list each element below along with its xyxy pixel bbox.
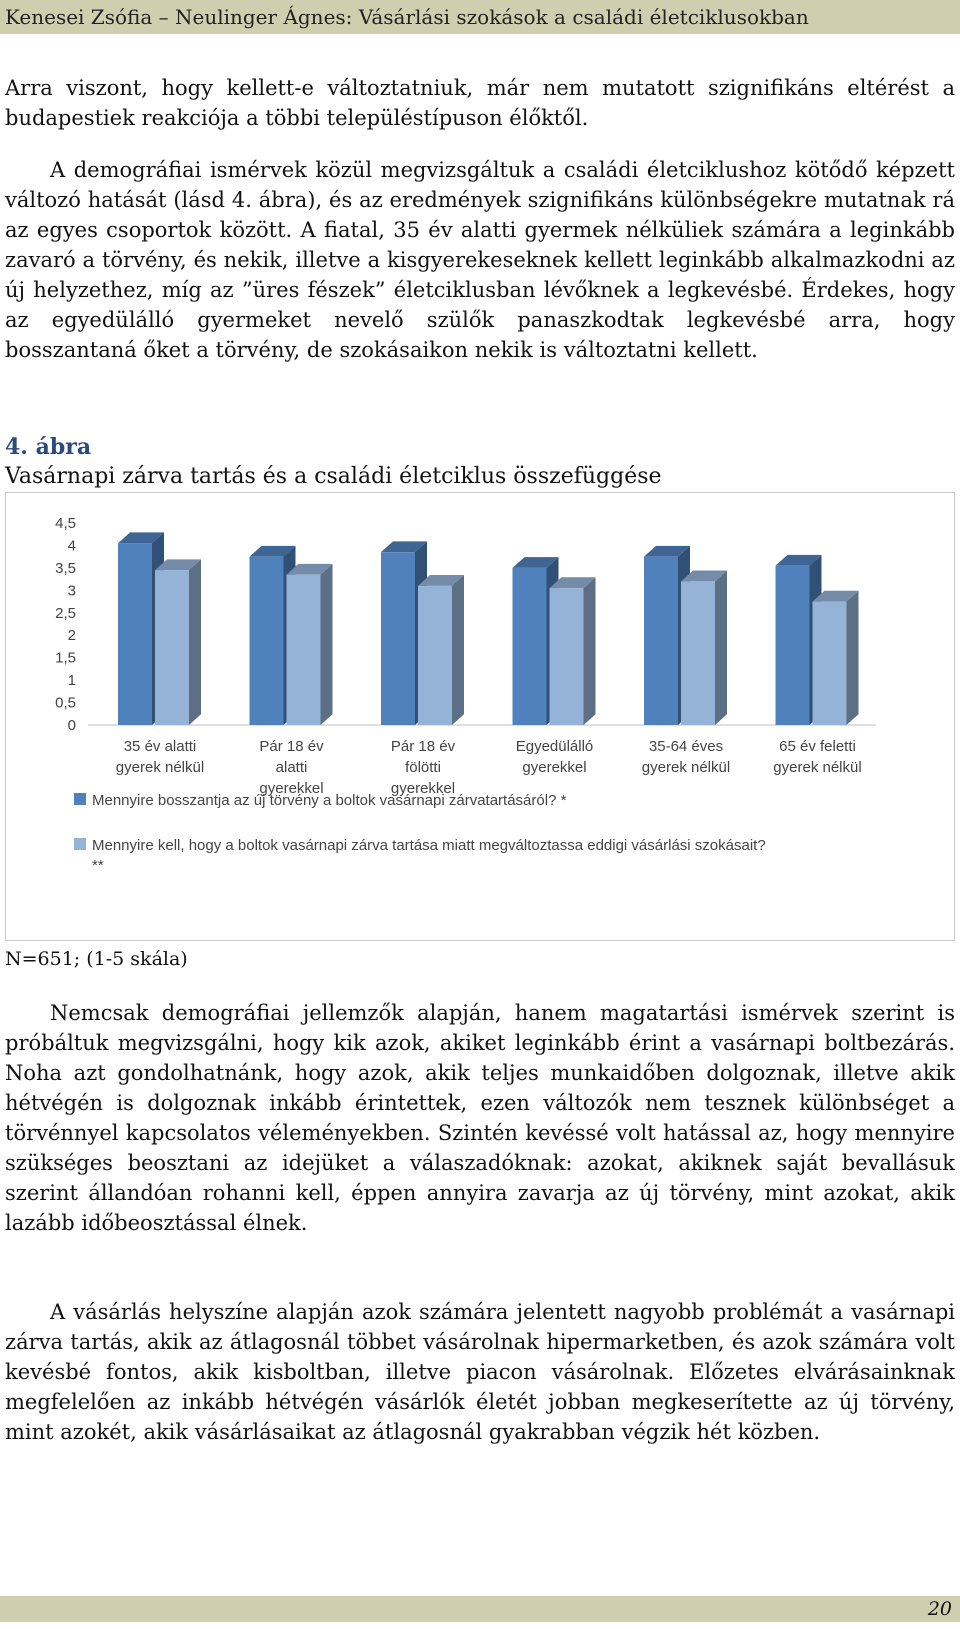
bar-bosszantja xyxy=(513,568,547,725)
running-header xyxy=(0,0,960,34)
y-tick-label: 1 xyxy=(67,672,76,690)
legend-swatch xyxy=(74,793,86,805)
y-tick-label: 4,5 xyxy=(55,515,76,532)
bar-valtoztatni xyxy=(155,570,189,725)
y-tick-label: 3 xyxy=(67,582,76,600)
bar-bosszantja xyxy=(644,557,678,725)
bar-side xyxy=(715,571,727,725)
legend-label-mark: ** xyxy=(92,857,104,874)
paragraph-1-text: Arra viszont, hogy kellett-e változtatniuk, már nem mutatott szignifikáns eltérést a budapestiek reakciója a többi településtípuson élőktől. xyxy=(5,76,955,130)
bar-side xyxy=(584,577,596,725)
bar-bosszantja xyxy=(118,543,152,725)
paragraph-4 xyxy=(5,1297,955,1447)
category-label: 35-64 éves xyxy=(648,738,724,755)
category-label: gyerek nélkül xyxy=(773,759,862,776)
page-number: 20 xyxy=(927,1598,952,1620)
figure-note: N=651; (1-5 skála) xyxy=(5,948,188,970)
page-footer xyxy=(0,1596,960,1622)
category-label: Pár 18 év xyxy=(390,738,456,755)
bar-valtoztatni xyxy=(418,586,452,725)
bar-bosszantja xyxy=(250,557,284,725)
y-tick-label: 0,5 xyxy=(55,694,76,712)
y-tick-label: 3,5 xyxy=(55,559,76,577)
y-tick-label: 1,5 xyxy=(55,649,76,667)
figure-label: 4. ábra xyxy=(5,434,92,460)
category-label: gyerekkel xyxy=(259,780,324,797)
bar-bosszantja xyxy=(776,566,810,725)
category-label: gyerek nélkül xyxy=(641,759,731,776)
category-label: fölötti xyxy=(405,759,441,776)
legend-swatch xyxy=(74,838,86,850)
paragraph-3 xyxy=(5,998,955,1238)
y-tick-label: 2,5 xyxy=(55,604,76,622)
bar-bosszantja xyxy=(381,552,415,725)
bar-valtoztatni xyxy=(287,575,321,725)
category-label: 65 év feletti xyxy=(779,738,856,755)
paragraph-1 xyxy=(5,73,955,133)
category-label: gyerekkel xyxy=(390,780,456,797)
bar-valtoztatni xyxy=(550,588,584,725)
legend-label: Mennyire bosszantja az új törvény a boltok vasárnapi zárvatartásáról? * xyxy=(92,792,567,809)
legend-label: Mennyire kell, hogy a boltok vasárnapi zárva tartása miatt megváltoztassa eddigi vásárlási szokásait? xyxy=(92,837,766,854)
paragraph-4-text: A vásárlás helyszíne alapján azok számára jelentett nagyobb problémát a vasárnapi zárva tartás, akik az átlagosnál többet vásárolnak hipermarketben, és azok számára volt kevésbé fontos, akik kisboltban, illetve piacon vásárolnak. Előzetes elvárásainknak megfelelően az inkább hétvégén vásárlók életét jobban megkeserítette az új törvény, mint azokét, akik vásárlásaikat az átlagosnál gyakrabban végzik hét közben. xyxy=(5,1300,955,1444)
running-title: Kenesei Zsófia – Neulinger Ágnes: Vásárlási szokások a családi életciklusokban xyxy=(5,5,809,29)
bar-side xyxy=(452,575,464,725)
paragraph-2 xyxy=(5,155,955,365)
figure-title: Vasárnapi zárva tartás és a családi életciklus összefüggése xyxy=(5,464,662,489)
chart-container xyxy=(5,492,955,941)
category-label: gyerekkel xyxy=(522,759,587,776)
bar-side xyxy=(321,564,333,725)
paragraph-3-text: Nemcsak demográfiai jellemzők alapján, hanem magatartási ismérvek szerint is próbáltuk megvizsgálni, hogy kik azok, akiket leginkább érint a vasárnapi boltbezárás. Noha azt gondolhatnánk, hogy azok, akik teljes munkaidőben dolgoznak, illetve akik hétvégén is dolgoznak inkább érintettek, ezen változók nem tesznek különbséget a törvénnyel kapcsolatos véleményekben. Szintén kevéssé volt hatással az, hogy mennyire szükséges beosztani az idejüket a válaszadóknak: azokat, akiknek saját bevallásuk szerint állandóan rohanni kell, éppen annyira zavarja az új törvény, mint azokat, akik lazább időbeosztással élnek. xyxy=(5,1001,955,1235)
bar-valtoztatni xyxy=(681,581,715,725)
y-tick-label: 0 xyxy=(67,717,76,734)
paragraph-2-text: A demográfiai ismérvek közül megvizsgáltuk a családi életciklushoz kötődő képzett változó hatását (lásd 4. ábra), és az eredmények szignifikáns különbségekre mutatnak rá az egyes csoportok között. A fiatal, 35 év alatti gyermek nélküliek számára a leginkább zavaró a törvény, és nekik, illetve a kisgyerekeseknek kellett leginkább alkalmazkodni az új helyzethez, míg az ”üres fészek” életciklusban lévőknek a legkevésbé. Érdekes, hogy az egyedülálló gyermeket nevelő szülők panaszkodtak legkevésbé arra, hogy bosszantaná őket a törvény, de szokásaikon nekik is változtatni kellett. xyxy=(5,158,955,362)
category-label: 35 év alatti xyxy=(123,738,197,755)
bar-valtoztatni xyxy=(813,602,847,725)
bar-side xyxy=(847,591,859,725)
bar-side xyxy=(189,559,201,725)
category-label: alatti xyxy=(275,759,308,776)
y-tick-label: 4 xyxy=(67,537,76,555)
category-label: Egyedülálló xyxy=(515,738,594,755)
category-label: gyerek nélkül xyxy=(115,759,205,776)
bar-chart xyxy=(6,493,954,940)
category-label: Pár 18 év xyxy=(259,738,324,755)
y-tick-label: 2 xyxy=(67,627,76,645)
